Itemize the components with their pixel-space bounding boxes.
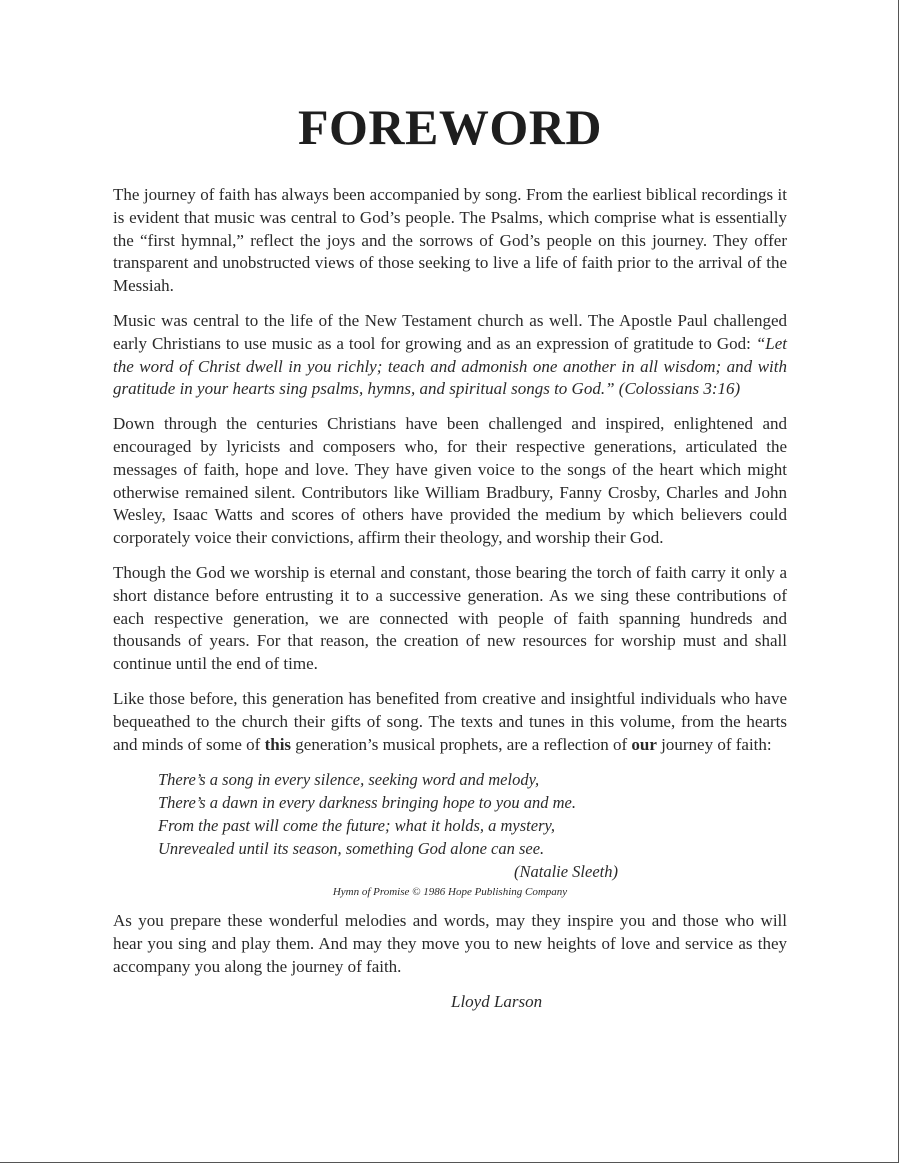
document-body <box>113 98 787 1013</box>
paragraph-5 <box>113 688 787 756</box>
emphasis-this: this <box>264 734 292 754</box>
poem-line: There’s a song in every silence, seeking word and melody, <box>158 770 540 790</box>
poem-author: (Natalie Sleeth) <box>513 862 618 882</box>
paragraph-5-part-b: generation’s musical prophets, are a reflection of <box>291 734 632 754</box>
paragraph-2-intro: Music was central to the life of the New Testament church as well. The Apostle Paul challenged early Christians to use music as a tool for growing and as an expression of gratitude to God: <box>113 310 787 353</box>
paragraph-5-part-a: Like those before, this generation has benefited from creative and insightful individuals who have bequeathed to the church their gifts of song. The texts and tunes in this volume, from the hearts and minds of some of <box>113 688 787 754</box>
poem-line: From the past will come the future; what it holds, a mystery, <box>158 816 556 836</box>
paragraph-3: Down through the centuries Christians have been challenged and inspired, enlightened and encouraged by lyricists and composers who, for their respective generations, articulated the messages of faith, hope and love. They have given voice to the songs of the heart which might otherwise remained silent. Contributors like William Bradbury, Fanny Crosby, Charles and John Wesley, Isaac Watts and scores of others have provided the medium by which believers could corporately voice their convictions, affirm their theology, and worship their God. <box>113 414 787 548</box>
paragraph-6: As you prepare these wonderful melodies and words, may they inspire you and those who will hear you sing and play them. And may they move you to new heights of love and service as they accompany you along the journey of faith. <box>113 911 787 976</box>
emphasis-our: our <box>631 734 657 754</box>
scripture-quote: “Let the word of Christ dwell in you richly; teach and admonish one another in all wisdom; and with gratitude in your hearts sing psalms, hymns, and spiritual songs to God.” (Colossians 3:16) <box>113 333 787 399</box>
author-signature: Lloyd Larson <box>451 991 543 1011</box>
hymn-quote <box>158 768 628 900</box>
paragraph-1: The journey of faith has always been accompanied by song. From the earliest biblical recordings it is evident that music was central to God’s people. The Psalms, which comprise what is essentially the “first hymnal,” reflect the joys and the sorrows of God’s people on this journey. They offer transparent and unobstructed views of those seeking to live a life of faith prior to the arrival of the Messiah. <box>113 185 787 296</box>
poem-line: Unrevealed until its season, something God alone can see. <box>158 839 545 859</box>
copyright-credit: Hymn of Promise © 1986 Hope Publishing Company <box>332 886 568 899</box>
page-title: FOREWORD <box>298 99 602 155</box>
paragraph-4: Though the God we worship is eternal and constant, those bearing the torch of faith carry it only a short distance before entrusting it to a successive generation. As we sing these contributions of each respective generation, we are connected with people of faith spanning hundreds and thousands of years. For that reason, the creation of new resources for worship must and shall continue until the end of time. <box>113 562 787 674</box>
poem-line: There’s a dawn in every darkness bringing hope to you and me. <box>158 793 576 813</box>
paragraph-2 <box>113 310 787 401</box>
paragraph-5-part-c: journey of faith: <box>656 734 772 754</box>
